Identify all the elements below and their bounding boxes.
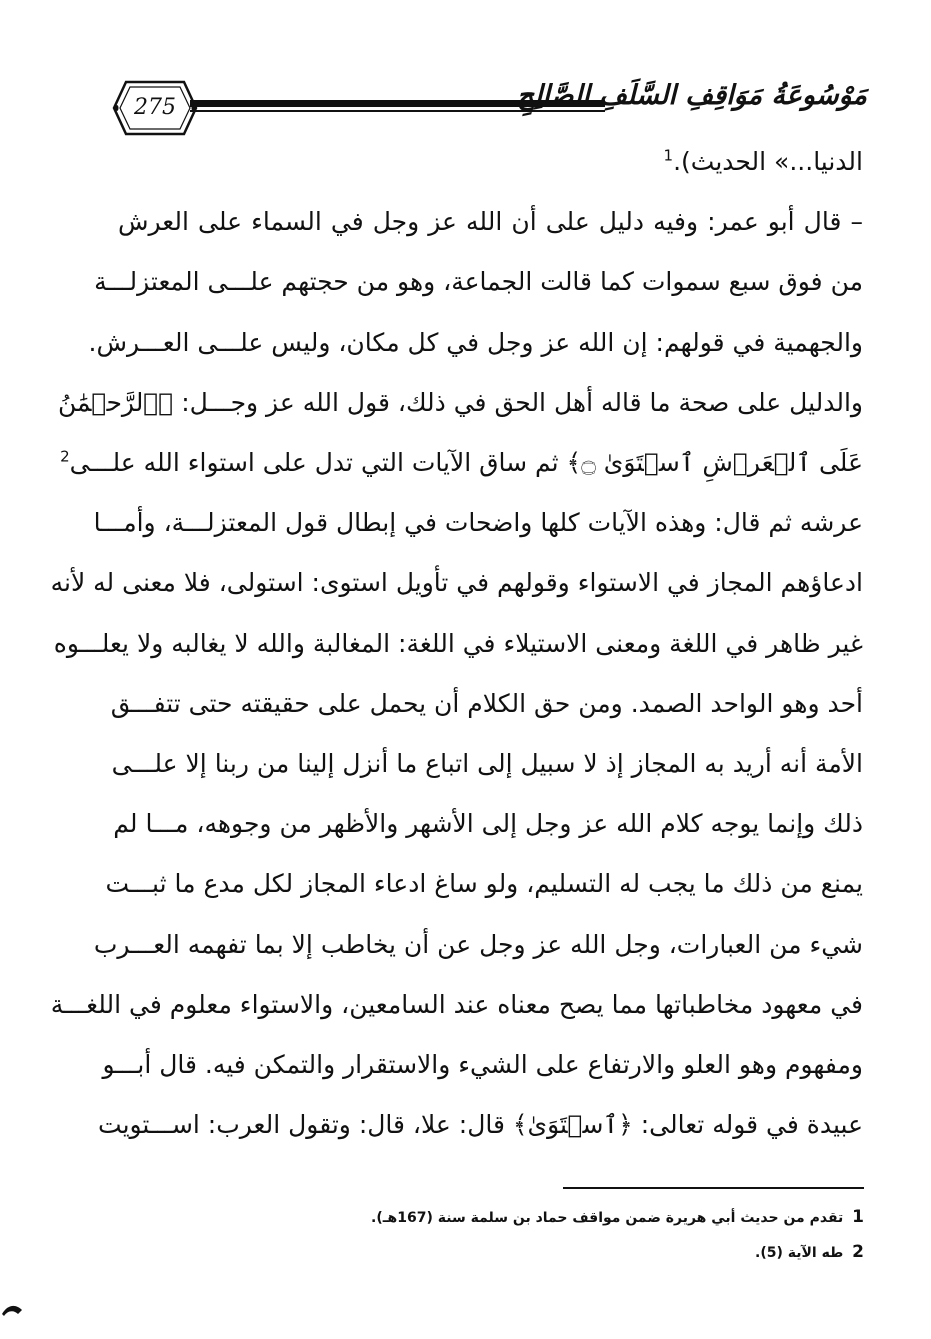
text-line: والجهمية في قولهم: إن الله عز وجل في كل مكان، وليس علـــى العـــرش. (88, 327, 863, 357)
text-line: والدليل على صحة ما قاله أهل الحق في ذلك، قول الله عز وجـــل: ﴿ٱلرَّحۡمَٰنُ (57, 387, 863, 417)
footnote-ref-2[interactable]: 2 (60, 447, 70, 466)
footnote-text: طه الآية (5). (755, 1245, 844, 1261)
footnotes (300, 1200, 864, 1270)
text-line: من فوق سبع سموات كما قالت الجماعة، وهو من حجتهم علـــى المعتزلـــة (94, 267, 863, 297)
text-line: ذلك وإنما يوجه كلام الله عز وجل إلى الأشهر والأظهر من وجوهه، مـــا لم (113, 809, 863, 839)
text-line: عبيدة في قوله تعالى: ﴿ٱسۡتَوَىٰ﴾ قال: علا، قال: وتقول العرب: اســـتويت (98, 1110, 863, 1140)
text-line-content: عَلَى ٱلۡعَرۡشِ ٱسۡتَوَىٰ ۝﴾ ثم ساق الآيات التي تدل على استواء الله علـــى (69, 448, 863, 478)
page-number-badge (112, 78, 198, 138)
footnote-separator (563, 1187, 864, 1189)
text-line-with-footnote (60, 433, 863, 493)
footnote-2 (300, 1235, 864, 1270)
text-line: ادعاؤهم المجاز في الاستواء وقولهم في تأويل استوى: استولى، فلا معنى له لأنه (50, 568, 863, 598)
text-line: يمنع من ذلك ما يجب له التسليم، ولو ساغ ادعاء المجاز لكل مدع ما ثبـــت (105, 869, 863, 899)
text-line: عرشه ثم قال: وهذه الآيات كلها واضحات في إبطال قول المعتزلـــة، وأمـــا (93, 508, 863, 538)
text-line: في معهود مخاطباتها مما يصح معناه عند السامعين، والاستواء معلوم في اللغـــة (50, 989, 863, 1019)
text-line: – قال أبو عمر: وفيه دليل على أن الله عز وجل في السماء على العرش (118, 207, 863, 237)
footnote-ref-1[interactable]: 1 (663, 146, 674, 165)
text-line-content: الدنيا...» الحديث). (673, 147, 863, 176)
footnote-number: 1 (852, 1207, 864, 1227)
text-line: شيء من العبارات، وجل الله عز وجل عن أن يخاطب إلا بما تفهمه العـــرب (93, 929, 863, 959)
text-line: ومفهوم وهو العلو والارتفاع على الشيء والاستقرار والتمكن فيه. قال أبـــو (102, 1050, 863, 1080)
page-number: 275 (134, 95, 176, 120)
text-line: الأمة أنه أريد به المجاز إذ لا سبيل إلى اتباع ما أنزل إلينا من ربنا إلا علـــى (111, 749, 863, 779)
footnote-text: تقدم من حديث أبي هريرة ضمن مواقف حماد بن سلمة سنة (167هـ). (371, 1210, 844, 1226)
text-line (118, 132, 863, 192)
book-title: مَوْسُوعَةُ مَوَاقِفِ السَّلَفِ الصَّالِحِ (516, 80, 867, 111)
body-text (50, 132, 863, 1155)
footnote-1 (300, 1200, 864, 1235)
text-line: أحد وهو الواحد الصمد. ومن حق الكلام أن يحمل على حقيقته حتى تتفـــق (110, 688, 863, 718)
text-line: غير ظاهر في اللغة ومعنى الاستيلاء في اللغة: المغالبة والله لا يغالبه ولا يعلـــوه (53, 628, 863, 658)
footnote-number: 2 (852, 1242, 864, 1262)
scan-corner-mark (0, 1300, 24, 1320)
